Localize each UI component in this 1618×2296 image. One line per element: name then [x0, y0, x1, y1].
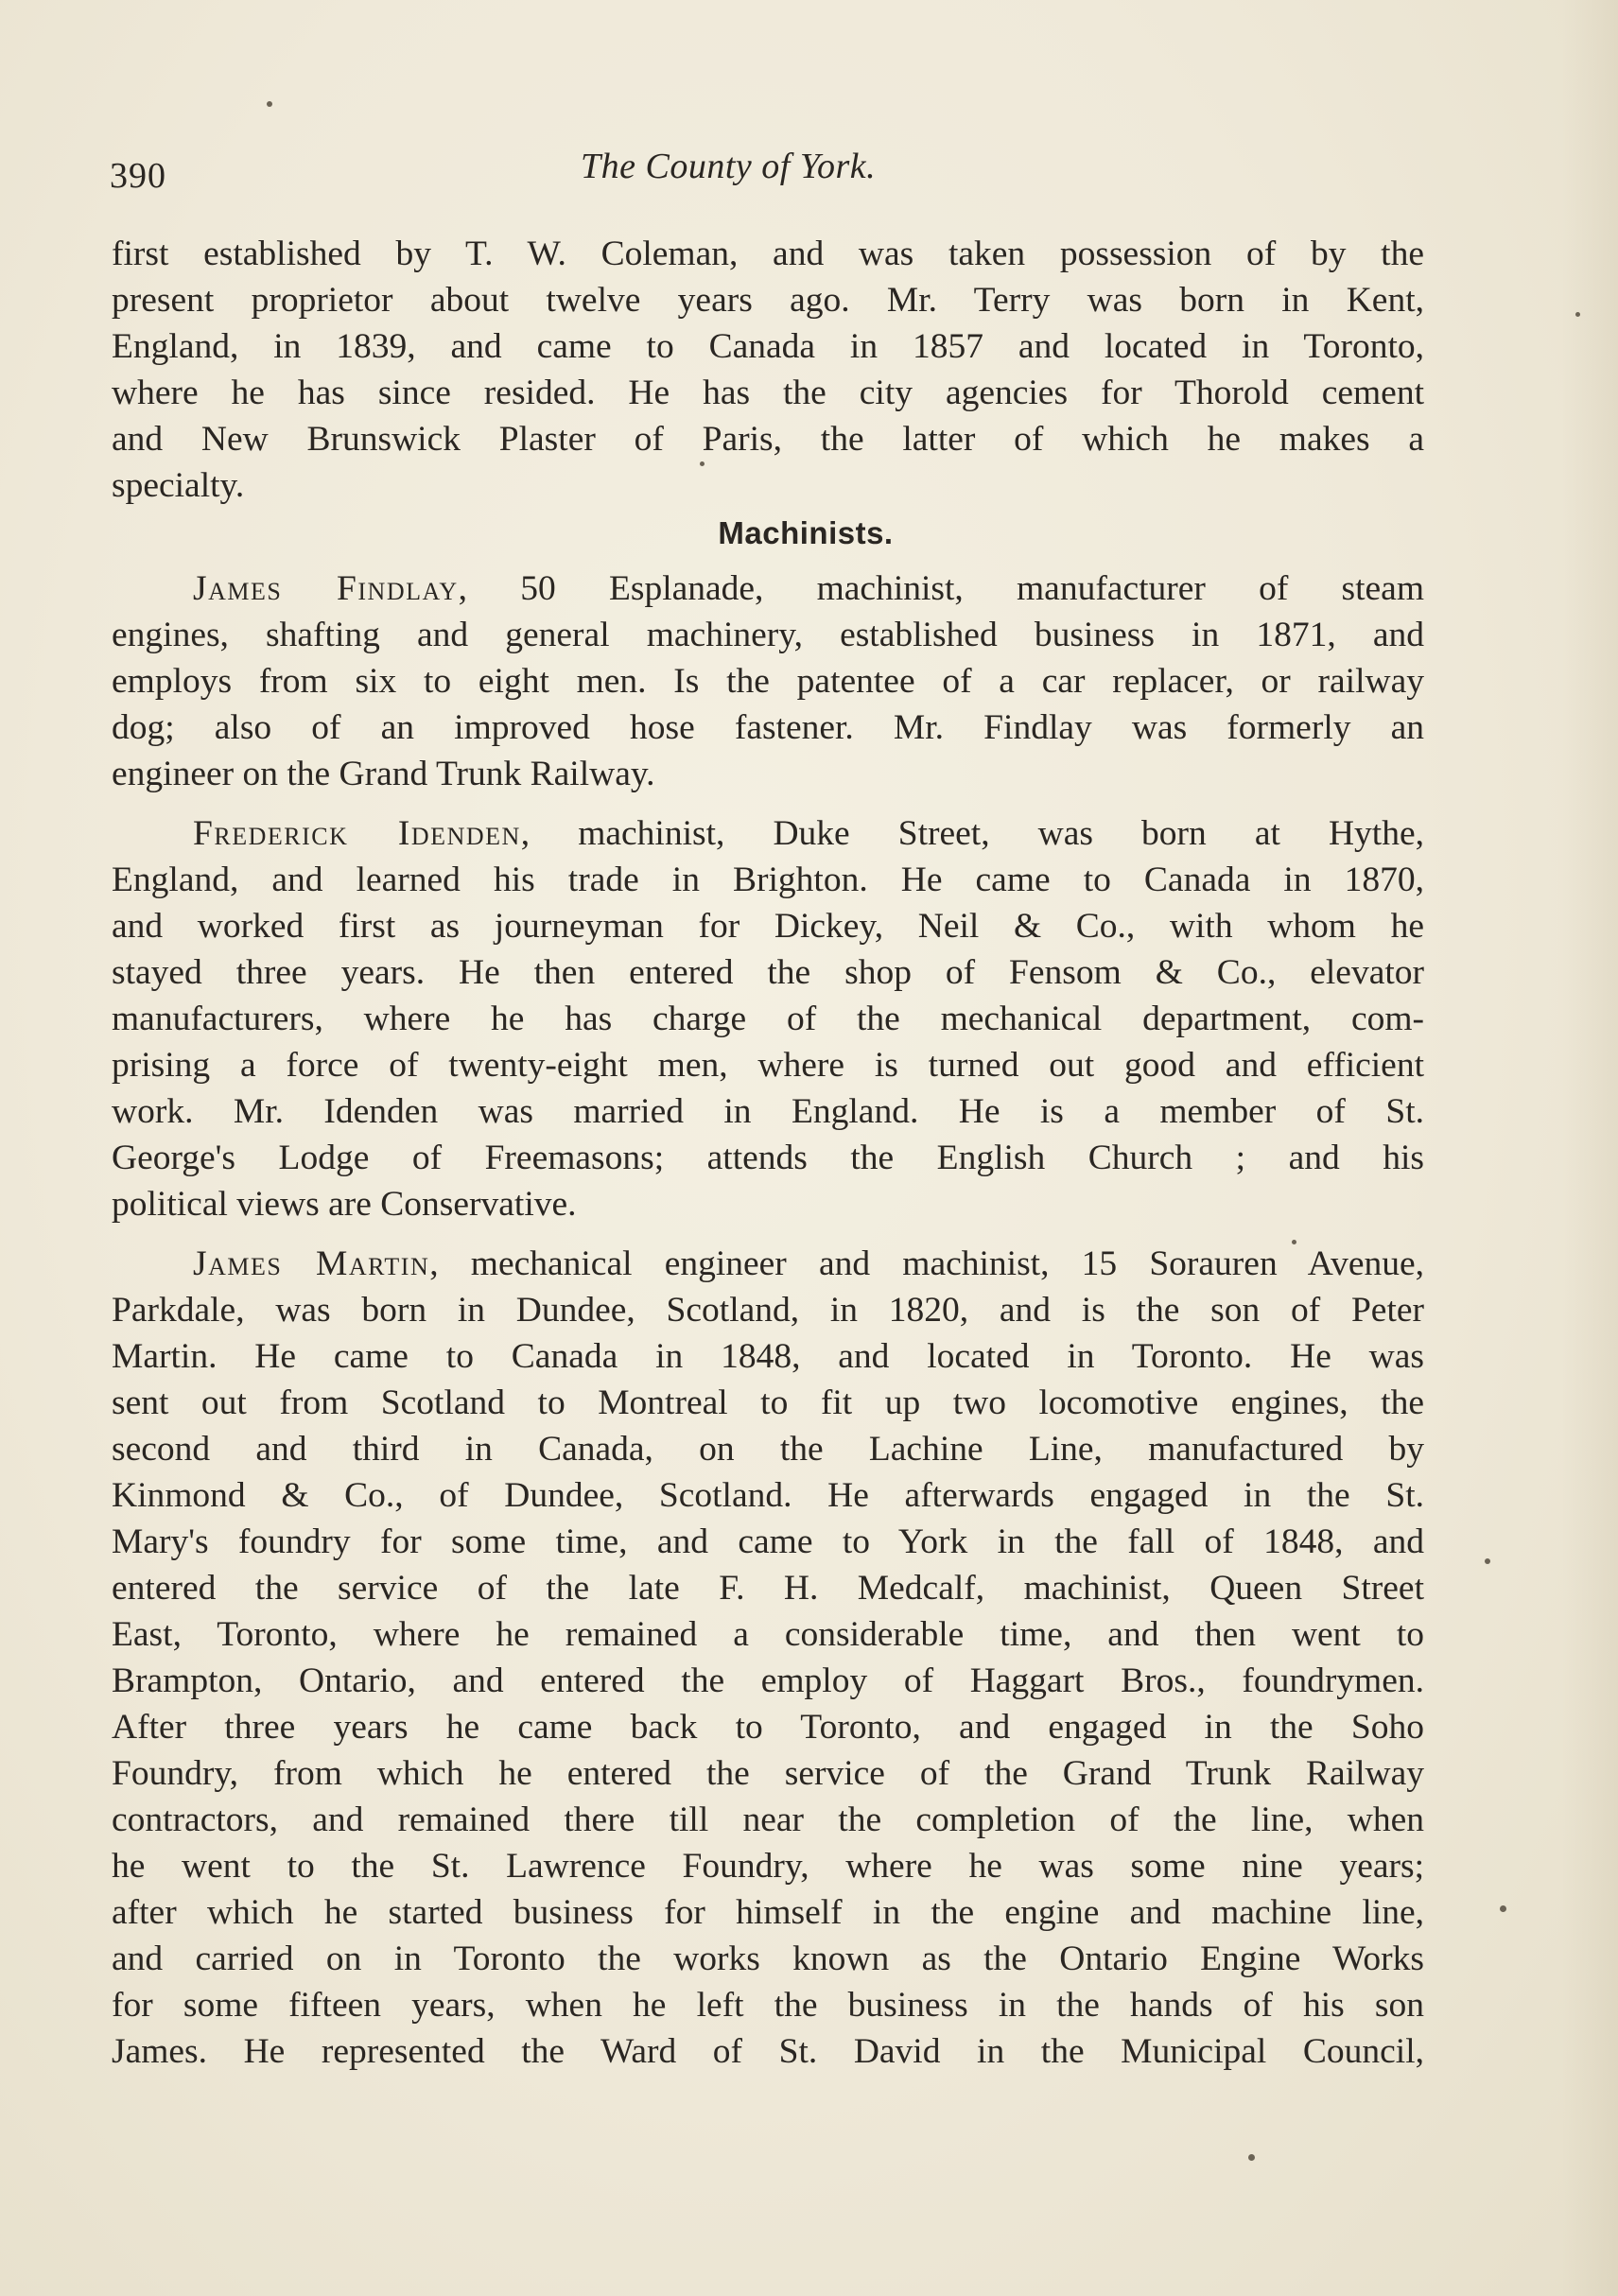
- text-line: and worked first as journeyman for Dickey, Neil & Co., with whom he: [112, 907, 1424, 946]
- paragraph-frederick-idenden: [112, 810, 1424, 1227]
- paragraph-james-martin: [112, 1241, 1424, 2075]
- text-line: Kinmond & Co., of Dundee, Scotland. He afterwards engaged in the St.: [112, 1476, 1424, 1515]
- text-run: , mechanical engineer and machinist, 15 Sorauren Avenue,: [429, 1244, 1425, 1283]
- entry-name: James Findlay: [193, 569, 459, 608]
- text-line: entered the service of the late F. H. Medcalf, machinist, Queen Street: [112, 1569, 1424, 1608]
- text-line: prising a force of twenty-eight men, where is turned out good and efficient: [112, 1046, 1424, 1085]
- text-line: [112, 810, 1424, 857]
- text-line: [112, 565, 1424, 612]
- text-line: England, in 1839, and came to Canada in 1857 and located in Toronto,: [112, 327, 1424, 366]
- text-line: for some fifteen years, when he left the business in the hands of his son: [112, 1986, 1424, 2025]
- running-title: The County of York.: [581, 147, 877, 186]
- paper-speck: [1575, 312, 1580, 317]
- text-line: present proprietor about twelve years ago. Mr. Terry was born in Kent,: [112, 281, 1424, 320]
- running-head: [110, 142, 1434, 199]
- text-line: James. He represented the Ward of St. David in the Municipal Council,: [112, 2032, 1424, 2071]
- paper-speck: [267, 101, 272, 107]
- text-line: engineer on the Grand Trunk Railway.: [112, 755, 655, 793]
- text-run: , 50 Esplanade, machinist, manufacturer of steam: [458, 569, 1424, 608]
- text-line: George's Lodge of Freemasons; attends the English Church ; and his: [112, 1139, 1424, 1177]
- text-line: East, Toronto, where he remained a considerable time, and then went to: [112, 1615, 1424, 1654]
- text-line: second and third in Canada, on the Lachine Line, manufactured by: [112, 1430, 1424, 1469]
- text-line: specialty.: [112, 466, 245, 505]
- text-line: work. Mr. Idenden was married in England. He is a member of St.: [112, 1092, 1424, 1131]
- paper-speck: [1292, 1240, 1296, 1244]
- entry-name: Frederick Idenden: [193, 814, 521, 853]
- paragraph-terry-continued: [112, 231, 1424, 509]
- text-line: contractors, and remained there till near the completion of the line, when: [112, 1800, 1424, 1839]
- section-heading: Machinists.: [718, 515, 894, 550]
- paragraph-gap: [112, 797, 1424, 810]
- text-line: Foundry, from which he entered the service of the Grand Trunk Railway: [112, 1754, 1424, 1793]
- text-line: and New Brunswick Plaster of Paris, the latter of which he makes a: [112, 420, 1424, 459]
- text-line: Martin. He came to Canada in 1848, and located in Toronto. He was: [112, 1337, 1424, 1376]
- paragraph-james-findlay: [112, 565, 1424, 797]
- text-line: and carried on in Toronto the works known as the Ontario Engine Works: [112, 1939, 1424, 1978]
- text-line: Parkdale, was born in Dundee, Scotland, in 1820, and is the son of Peter: [112, 1291, 1424, 1330]
- paper-speck: [1248, 2154, 1255, 2161]
- page-number: 390: [110, 156, 166, 196]
- text-line: dog; also of an improved hose fastener. Mr. Findlay was formerly an: [112, 708, 1424, 747]
- paper-speck: [700, 461, 705, 466]
- paragraph-gap: [112, 1227, 1424, 1241]
- text-line: England, and learned his trade in Brighton. He came to Canada in 1870,: [112, 861, 1424, 899]
- text-line: employs from six to eight men. Is the patentee of a car replacer, or railway: [112, 662, 1424, 701]
- text-line: after which he started business for himself in the engine and machine line,: [112, 1893, 1424, 1932]
- entry-name: James Martin: [193, 1244, 430, 1283]
- text-line: political views are Conservative.: [112, 1185, 577, 1224]
- text-line: first established by T. W. Coleman, and was taken possession of by the: [112, 235, 1424, 273]
- text-line: stayed three years. He then entered the shop of Fensom & Co., elevator: [112, 953, 1424, 992]
- text-line: [112, 1241, 1424, 1287]
- paper-speck: [1485, 1558, 1490, 1564]
- paper-speck: [1500, 1905, 1506, 1912]
- text-line: engines, shafting and general machinery, established business in 1871, and: [112, 616, 1424, 654]
- text-line: where he has since resided. He has the city agencies for Thorold cement: [112, 374, 1424, 412]
- text-run: , machinist, Duke Street, was born at Hythe,: [520, 814, 1424, 853]
- text-line: manufacturers, where he has charge of the mechanical department, com-: [112, 1000, 1424, 1038]
- text-line: After three years he came back to Toronto, and engaged in the Soho: [112, 1708, 1424, 1747]
- body-text: [112, 231, 1424, 2075]
- text-line: he went to the St. Lawrence Foundry, where he was some nine years;: [112, 1847, 1424, 1886]
- text-line: Mary's foundry for some time, and came to York in the fall of 1848, and: [112, 1522, 1424, 1561]
- text-line: sent out from Scotland to Montreal to fit up two locomotive engines, the: [112, 1383, 1424, 1422]
- text-line: Brampton, Ontario, and entered the employ of Haggart Bros., foundrymen.: [112, 1661, 1424, 1700]
